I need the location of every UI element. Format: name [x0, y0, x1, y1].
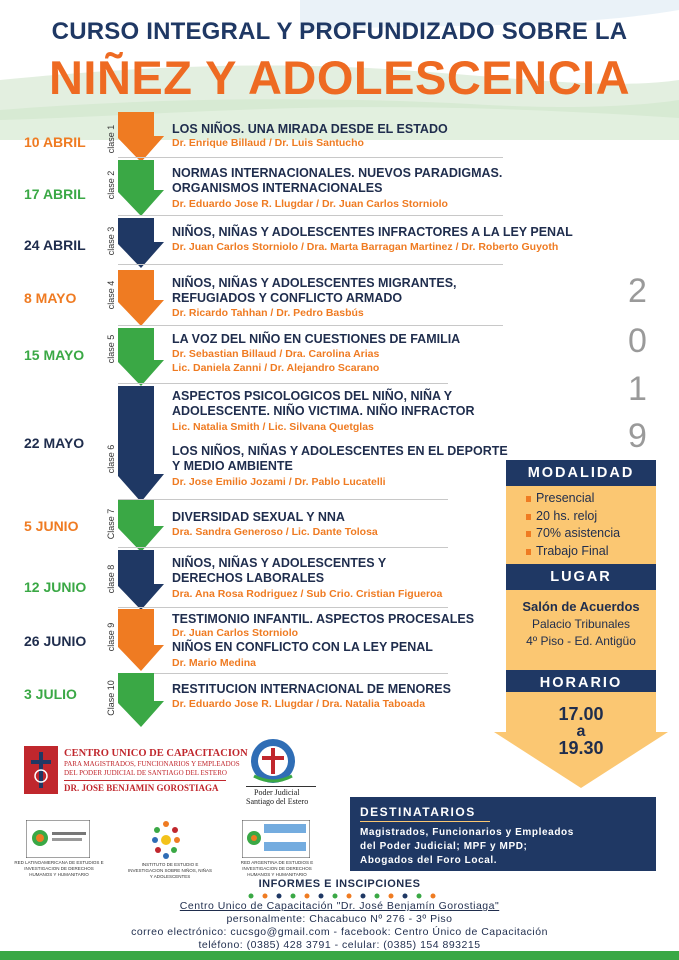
- session-speakers: Dr. Eduardo Jose R. Llugdar / Dra. Natalia Taboada: [172, 698, 426, 710]
- session-speakers: Dr. Juan Carlos Storniolo / Dra. Marta Barragan Martinez / Dr. Roberto Guyoth: [172, 241, 559, 253]
- clase-label: clase 8: [106, 564, 116, 594]
- cuc-logo-icon: [24, 746, 58, 794]
- session-date: 24 ABRIL: [24, 237, 86, 253]
- cuc-name: CENTRO UNICO DE CAPACITACION: [64, 748, 248, 759]
- lugar-body: [506, 590, 656, 670]
- destinatarios-line: Abogados del Foro Local.: [360, 855, 498, 866]
- session-date: 12 JUNIO: [24, 579, 87, 595]
- dot-divider: [246, 893, 436, 899]
- informes-line: correo electrónico: cucsgo@gmail.com - facebook: Centro Único de Capacitación: [131, 926, 548, 938]
- clase-label: clase 9: [106, 622, 116, 652]
- session-date: 5 JUNIO: [24, 518, 79, 534]
- separator: [118, 264, 503, 265]
- session-speakers: Dr. Jose Emilio Jozami / Dr. Pablo Lucatelli: [172, 476, 386, 488]
- session-speakers: Dr. Sebastian Billaud / Dra. Carolina Arias: [172, 348, 380, 360]
- cuc-divider: [64, 780, 226, 781]
- poder-judicial-seal-icon: [248, 736, 298, 786]
- horario-title: HORARIO: [506, 670, 656, 696]
- session-date: 10 ABRIL: [24, 134, 86, 150]
- course-title-line1: CURSO INTEGRAL Y PROFUNDIZADO SOBRE LA: [51, 18, 628, 45]
- session-topic: ORGANISMOS INTERNACIONALES: [172, 181, 383, 195]
- session-date: 15 MAYO: [24, 347, 85, 363]
- session-date: 26 JUNIO: [24, 633, 87, 649]
- session-topic: NIÑOS, NIÑAS Y ADOLESCENTES INFRACTORES A LA LEY PENAL: [172, 225, 573, 239]
- footer-bar: [0, 951, 679, 960]
- destinatarios-title: DESTINATARIOS: [360, 805, 476, 819]
- red-latinoamericana-logo-icon: [26, 820, 90, 858]
- session-topic: Y MEDIO AMBIENTE: [172, 459, 293, 473]
- horario-to: 19.30: [558, 738, 604, 758]
- session-topic: LOS NIÑOS. UNA MIRADA DESDE EL ESTADO: [172, 122, 448, 136]
- horario-from: 17.00: [558, 704, 604, 724]
- navy-arrow-icon: [118, 386, 164, 502]
- session-topic: NIÑOS, NIÑAS Y ADOLESCENTES MIGRANTES,: [172, 276, 457, 290]
- clase-label: Clase 7: [106, 508, 116, 540]
- destinatarios-line: del Poder Judicial; MPF y MPD;: [360, 841, 528, 852]
- modalidad-item: 20 hs. reloj: [506, 508, 656, 526]
- session-speakers: Dr. Ricardo Tahhan / Dr. Pedro Basbús: [172, 307, 364, 319]
- modalidad-list: [506, 486, 656, 564]
- horario-sep: a: [576, 723, 586, 740]
- modalidad-panel: [506, 460, 656, 696]
- session-topic: REFUGIADOS Y CONFLICTO ARMADO: [172, 291, 403, 305]
- session-topic: RESTITUCION INTERNACIONAL DE MENORES: [172, 682, 451, 696]
- modalidad-item: 70% asistencia: [506, 525, 656, 543]
- session-speakers: Dr. Enrique Billaud / Dr. Luis Santucho: [172, 137, 364, 149]
- instituto-logo-icon: [152, 820, 180, 860]
- modalidad-item: Trabajo Final: [506, 543, 656, 561]
- lugar-name: Salón de Acuerdos: [522, 599, 640, 614]
- session-speakers: Dr. Eduardo Jose R. Llugdar / Dr. Juan Carlos Storniolo: [172, 198, 448, 210]
- clase-label: clase 6: [106, 444, 116, 474]
- clase-label: clase 1: [106, 124, 116, 154]
- cuc-subtitle: PARA MAGISTRADOS, FUNCIONARIOS Y EMPLEADOS: [64, 760, 240, 768]
- lugar-line1: Palacio Tribunales: [531, 617, 631, 631]
- informes-line: personalmente: Chacabuco Nº 276 - 3º Piso: [226, 913, 453, 925]
- session-topic: ASPECTOS PSICOLOGICOS DEL NIÑO, NIÑA Y: [172, 389, 453, 403]
- year-digit: 2: [628, 272, 647, 310]
- navy-arrow-icon: [118, 218, 164, 268]
- red-latinoamericana-name: RED LATINOAMERICANA DE ESTUDIOS E INVESTIGACION DE DERECHOS HUMANOS Y HUMANITARIO: [14, 860, 104, 877]
- orange-arrow-icon: [118, 270, 164, 326]
- separator: [118, 157, 503, 158]
- informes-title: INFORMES E INSCIPCIONES: [258, 878, 421, 890]
- cuc-subtitle: DEL PODER JUDICIAL DE SANTIAGO DEL ESTERO: [64, 769, 227, 777]
- session-topic: LA VOZ DEL NIÑO EN CUESTIONES DE FAMILIA: [172, 332, 461, 346]
- separator: [118, 325, 503, 326]
- separator: [118, 383, 448, 384]
- navy-arrow-icon: [118, 550, 164, 610]
- course-title-line2: NIÑEZ Y ADOLESCENCIA: [48, 51, 631, 104]
- session-date: 8 MAYO: [24, 290, 77, 306]
- session-speakers: Lic. Natalia Smith / Lic. Silvana Quetglas: [172, 421, 374, 433]
- separator: [118, 607, 448, 608]
- separator: [118, 547, 448, 548]
- pj-subtitle: Santiago del Estero: [246, 797, 309, 806]
- pj-name: Poder Judicial: [254, 788, 300, 797]
- session-topic: NIÑOS EN CONFLICTO CON LA LEY PENAL: [172, 640, 433, 654]
- session-speakers: Dr. Juan Carlos Storniolo: [172, 627, 299, 639]
- green-arrow-icon: [118, 673, 164, 727]
- informes-line: Centro Unico de Capacitación "Dr. José Benjamín Gorostiaga": [179, 900, 500, 912]
- clase-label: clase 3: [106, 226, 116, 256]
- clase-label: clase 4: [106, 280, 116, 310]
- session-topic: TESTIMONIO INFANTIL. ASPECTOS PROCESALES: [172, 612, 475, 626]
- destinatarios-underline: [360, 821, 490, 822]
- year-digit: 9: [628, 417, 647, 455]
- informes-line: teléfono: (0385) 428 3791 - celular: (0385) 154 893215: [198, 939, 481, 951]
- session-date: 3 JULIO: [24, 686, 77, 702]
- green-arrow-icon: [118, 500, 164, 552]
- session-speakers: Dra. Sandra Generoso / Lic. Dante Tolosa: [172, 526, 378, 538]
- clase-label: Clase 10: [106, 680, 116, 716]
- lugar-line2: 4º Piso - Ed. Antigüo: [526, 634, 636, 648]
- cuc-patron: DR. JOSE BENJAMIN GOROSTIAGA: [64, 783, 219, 793]
- red-argentina-name: RED ARGENTINA DE ESTUDIOS E INVESTIGACION DE DERECHOS HUMANOS Y HUMANITARIO: [240, 860, 314, 877]
- destinatarios-line: Magistrados, Funcionarios y Empleados: [360, 827, 574, 838]
- clase-label: clase 2: [106, 170, 116, 200]
- modalidad-title: MODALIDAD: [506, 460, 656, 486]
- session-date: 22 MAYO: [24, 435, 85, 451]
- year-digit: 0: [628, 322, 647, 360]
- separator: [118, 499, 448, 500]
- instituto-name: INSTITUTO DE ESTUDIO E INVESTIGACION SOBRE NIÑOS, NIÑAS Y ADOLESCENTES: [128, 862, 213, 879]
- session-topic: NORMAS INTERNACIONALES. NUEVOS PARADIGMAS.: [172, 166, 503, 180]
- session-speakers: Dr. Mario Medina: [172, 657, 257, 669]
- session-topic: LOS NIÑOS, NIÑAS Y ADOLESCENTES EN EL DEPORTE: [172, 444, 508, 458]
- orange-arrow-icon: [118, 112, 164, 162]
- destinatarios-box: [350, 797, 656, 871]
- separator: [118, 215, 503, 216]
- session-speakers: Lic. Daniela Zanni / Dr. Alejandro Scarano: [172, 362, 380, 374]
- modalidad-item: Presencial: [506, 490, 656, 508]
- lugar-title: LUGAR: [506, 564, 656, 590]
- red-argentina-logo-icon: [242, 820, 310, 858]
- session-date: 17 ABRIL: [24, 186, 86, 202]
- green-arrow-icon: [118, 328, 164, 386]
- session-topic: ADOLESCENTE. NIÑO VICTIMA. NIÑO INFRACTOR: [172, 404, 475, 418]
- session-topic: NIÑOS, NIÑAS Y ADOLESCENTES Y: [172, 556, 387, 570]
- green-arrow-icon: [118, 160, 164, 216]
- year-digit: 1: [628, 370, 647, 408]
- session-topic: DERECHOS LABORALES: [172, 571, 325, 585]
- session-speakers: Dra. Ana Rosa Rodriguez / Sub Crio. Cristian Figueroa: [172, 588, 443, 600]
- session-topic: DIVERSIDAD SEXUAL Y NNA: [172, 510, 345, 524]
- clase-label: clase 5: [106, 334, 116, 364]
- separator: [118, 673, 448, 674]
- pj-divider: [246, 786, 316, 787]
- orange-arrow-icon: [118, 609, 164, 671]
